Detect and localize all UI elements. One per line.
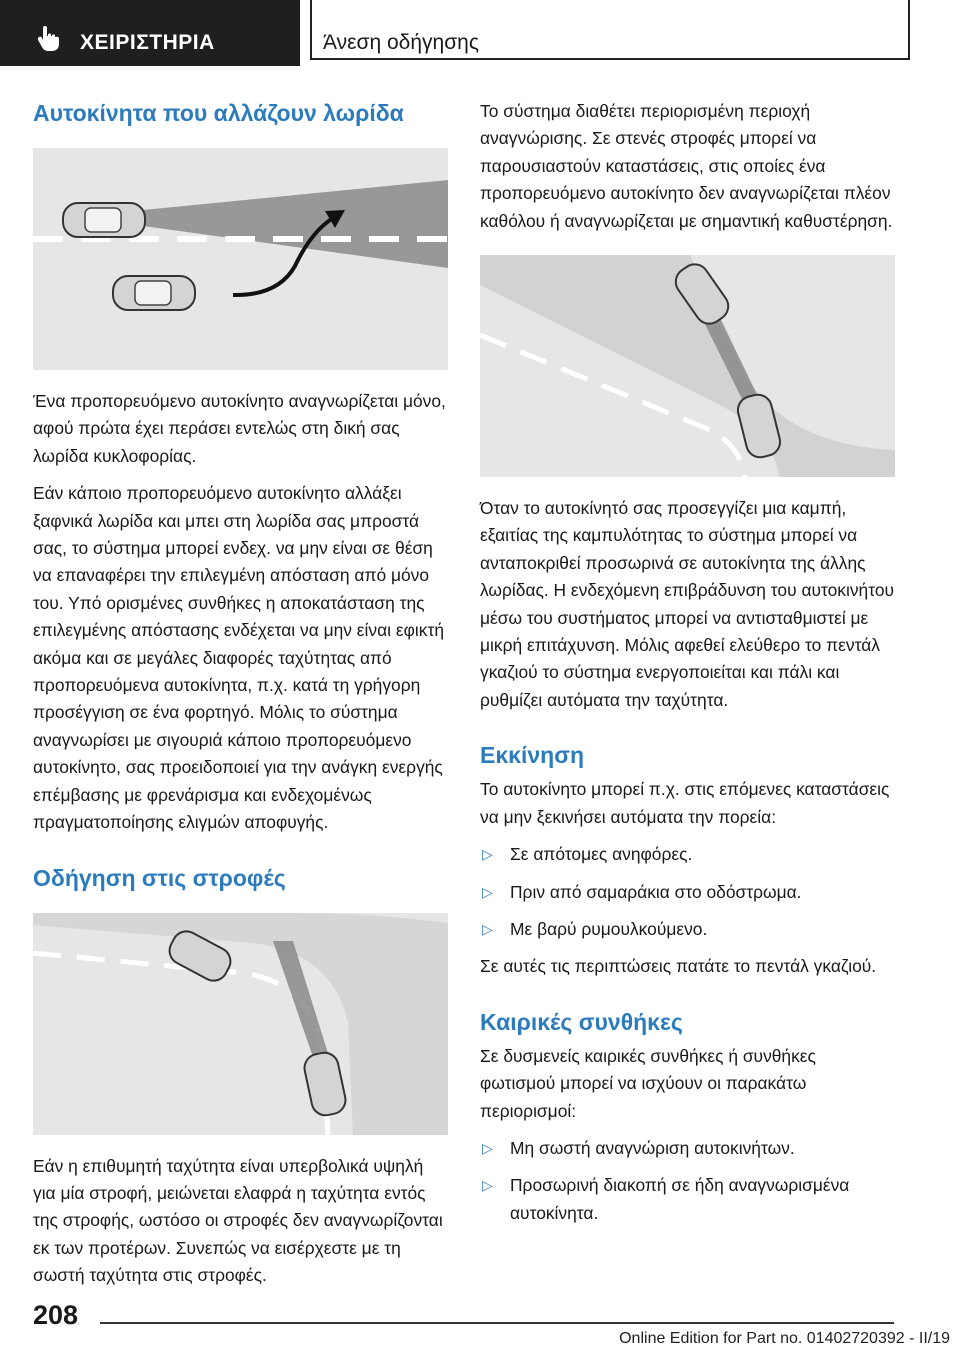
paragraph: Ένα προπορευόμενο αυτοκίνητο αναγνωρίζεται μόνο, αφού πρώτα έχει περάσει εντελώς στη δική σας λωρίδα κυκλοφορίας. — [33, 391, 446, 466]
heading-curves: Οδήγηση στις στροφές — [33, 864, 286, 891]
paragraph: Σε αυτές τις περιπτώσεις πατάτε το πεντάλ γκαζιού. — [480, 956, 877, 977]
page-number: 208 — [33, 1300, 79, 1330]
footer-rule — [100, 1322, 894, 1324]
chapter-label: ΧΕΙΡΙΣΤΗΡΙΑ — [80, 31, 215, 54]
figure-lane-change — [33, 148, 448, 370]
heading-weather: Καιρικές συνθήκες — [480, 1008, 683, 1035]
list-weather-limits — [480, 1135, 895, 1227]
triangle-bullet-icon: ▷ — [482, 1139, 493, 1156]
section-title: Άνεση οδήγησης — [323, 31, 479, 54]
paragraph: Εάν κάποιο προπορευόμενο αυτοκίνητο αλλάξει ξαφνικά λωρίδα και μπει στη λωρίδα σας μπροστά σας, το σύστημα μπορεί ενδεχ. να μην είναι σε θέση να επαναφέρει την επιλεγμένη απόσταση από μόνο του. Υπό ορισμένες συνθήκες η αποκατάσταση της επιλεγμένης απόστασης ενδέχεται να μην είναι εφικτή ακόμα και σε μεγάλες διαφορές ταχύτητας από προπορευόμενα αυτοκίνητα, π.χ. κατά τη γρήγορη προσέγγιση σε ένα φορτηγό. Μόλις το σύστημα αναγνωρίσει με σιγουριά κάποιο προπορευόμενο αυτοκίνητο, σας προειδοποιεί για την ανάγκη ενεργής επέμβασης με φρενάρισμα και ενδεχομένως πραγματοποίησης ελιγμών αποφυγής. — [33, 483, 444, 833]
triangle-bullet-icon: ▷ — [482, 920, 493, 937]
triangle-bullet-icon: ▷ — [482, 1177, 493, 1194]
edition-footer: Online Edition for Part no. 01402720392 - II/19 — [619, 1330, 950, 1347]
page-header — [0, 0, 960, 66]
paragraph: Όταν το αυτοκίνητό σας προσεγγίζει μια καμπή, εξαιτίας της καμπυλότητας το σύστημα μπορεί να ανταποκριθεί προσωρινά σε αυτοκίνητα της άλλης λωρίδας. Η ενδεχόμενη επιβράδυνση του αυτοκινήτου μέσω του συστήματος μπορεί να αντισταθμιστεί με μικρή επιτάχυνση. Μόλις αφεθεί ελεύθερο το πεντάλ γκαζιού το σύστημα ενεργοποιείται και πάλι και ρυθμίζει αυτόματα την ταχύτητα. — [480, 498, 895, 710]
figure-curve-limited — [480, 255, 895, 477]
paragraph: Το σύστημα διαθέτει περιορισμένη περιοχή αναγνώρισης. Σε στενές στροφές μπορεί να παρουσιαστούν καταστάσεις, στις οποίες ένα προπορευόμενο αυτοκίνητο δεν αναγνωρίζεται πλέον καθόλου ή αναγνωρίζεται με σημαντική καθυστέρηση. — [480, 101, 893, 231]
paragraph: Το αυτοκίνητο μπορεί π.χ. στις επόμενες καταστάσεις να μην ξεκινήσει αυτόματα την πορεία: — [480, 779, 890, 827]
hand-pointer-icon — [38, 25, 60, 51]
header-divider — [310, 0, 312, 60]
right-column — [480, 98, 895, 1237]
list-item: ▷ Σε απότομες ανηφόρες. — [480, 841, 895, 868]
triangle-bullet-icon: ▷ — [482, 883, 493, 900]
chapter-tab — [0, 0, 300, 66]
figure-curve-approach — [33, 913, 448, 1135]
list-item: ▷ Με βαρύ ρυμουλκούμενο. — [480, 916, 895, 943]
car-front-icon — [63, 203, 145, 237]
list-item: ▷ Προσωρινή διακοπή σε ήδη αναγνωρισμένα αυτοκίνητα. — [480, 1172, 895, 1227]
heading-start: Εκκίνηση — [480, 742, 585, 769]
left-column — [33, 98, 448, 1300]
header-rule — [310, 58, 910, 60]
paragraph: Εάν η επιθυμητή ταχύτητα είναι υπερβολικά υψηλή για μία στροφή, μειώνεται ελαφρά η ταχύτητα εντός της στροφής, ωστόσο οι στροφές δεν αναγνωρίζονται εκ των προτέρων. Συνεπώς να εισέρχεστε με τη σωστή ταχύτητα στις στροφές. — [33, 1155, 443, 1286]
car-own-icon — [113, 276, 195, 310]
heading-lane-change: Αυτοκίνητα που αλλάζουν λωρίδα — [33, 100, 404, 126]
paragraph: Σε δυσμενείς καιρικές συνθήκες ή συνθήκες φωτισμού μπορεί να ισχύουν οι παρακάτω περιορισμοί: — [480, 1045, 816, 1121]
list-item: ▷ Μη σωστή αναγνώριση αυτοκινήτων. — [480, 1135, 895, 1162]
list-start-conditions — [480, 841, 895, 943]
list-item: ▷ Πριν από σαμαράκια στο οδόστρωμα. — [480, 879, 895, 906]
triangle-bullet-icon: ▷ — [482, 846, 493, 863]
header-divider-right — [908, 0, 910, 60]
